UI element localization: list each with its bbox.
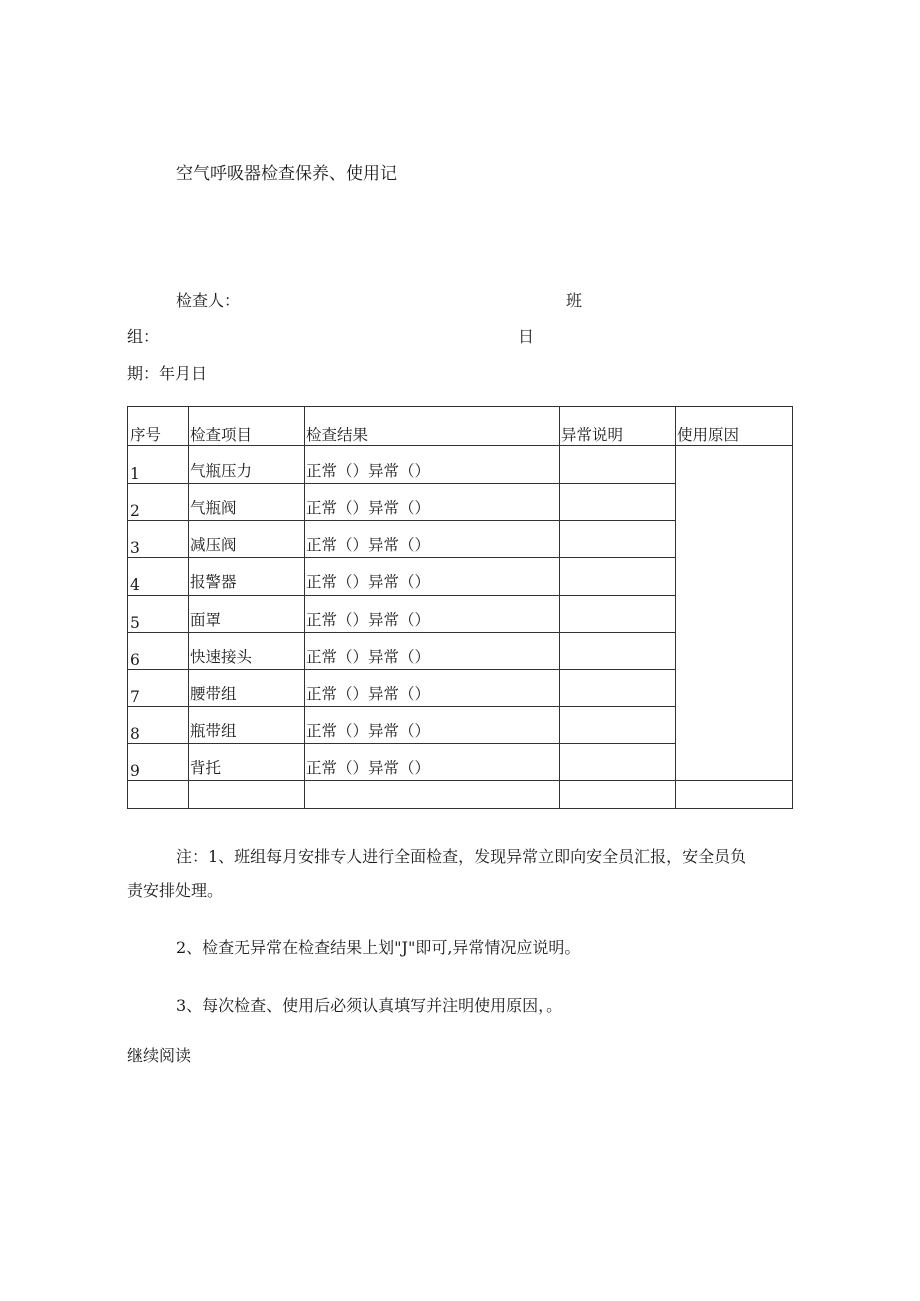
row-result: 正常（）异常（） (306, 611, 431, 629)
column-divider (188, 407, 189, 808)
row-result: 正常（）异常（） (306, 536, 431, 554)
row-result: 正常（）异常（） (306, 499, 431, 517)
row-divider (128, 595, 675, 596)
row-divider (128, 669, 675, 670)
row-divider (128, 445, 792, 446)
column-divider (304, 407, 305, 808)
continue-reading-link[interactable]: 继续阅读 (127, 1046, 192, 1065)
note-2: 2、检查无异常在检查结果上划"J"即可,异常情况应说明。 (176, 938, 581, 957)
note-1-line-2: 责安排处理。 (127, 881, 224, 900)
row-result: 正常（）异常（） (306, 722, 431, 740)
row-no: 4 (130, 576, 140, 594)
inspection-table (127, 406, 793, 809)
team-label-part2: 组： (127, 327, 160, 346)
team-label-part1: 班 (566, 291, 583, 310)
row-item: 背托 (190, 759, 222, 777)
document-title: 空气呼吸器检查保养、使用记 (176, 164, 397, 184)
row-result: 正常（）异常（） (306, 648, 431, 666)
row-no: 8 (130, 725, 140, 743)
row-no: 6 (130, 651, 140, 669)
row-item: 报警器 (190, 573, 237, 591)
row-item: 瓶带组 (190, 722, 237, 740)
row-no: 1 (130, 465, 140, 483)
row-item: 腰带组 (190, 685, 237, 703)
row-item: 减压阀 (190, 536, 237, 554)
row-divider (128, 520, 675, 521)
row-result: 正常（）异常（） (306, 685, 431, 703)
date-label-part1: 日 (518, 327, 535, 346)
row-divider (128, 706, 675, 707)
col-header-item: 检查项目 (190, 426, 253, 444)
row-no: 3 (130, 539, 140, 557)
col-header-abnormal-note: 异常说明 (561, 426, 624, 444)
row-divider (128, 780, 792, 781)
inspector-label: 检查人： (176, 291, 241, 310)
col-header-usage-reason: 使用原因 (677, 426, 740, 444)
row-divider (128, 483, 675, 484)
row-no: 7 (130, 688, 140, 706)
row-divider (128, 557, 675, 558)
column-divider (559, 407, 560, 808)
row-no: 2 (130, 502, 140, 520)
note-1-line-1: 注：1、班组每月安排专人进行全面检查，发现异常立即向安全员汇报，安全员负 (176, 847, 747, 866)
row-no: 9 (130, 762, 140, 780)
row-result: 正常（）异常（） (306, 759, 431, 777)
date-label-part2: 期：年月日 (127, 364, 208, 383)
row-no: 5 (130, 614, 140, 632)
row-result: 正常（）异常（） (306, 573, 431, 591)
row-item: 气瓶压力 (190, 462, 253, 480)
row-item: 面罩 (190, 611, 222, 629)
row-divider (128, 632, 675, 633)
col-header-no: 序号 (130, 426, 162, 444)
row-result: 正常（）异常（） (306, 462, 431, 480)
row-item: 快速接头 (190, 648, 253, 666)
note-3: 3、每次检查、使用后必须认真填写并注明使用原因，。 (176, 996, 563, 1015)
row-divider (128, 743, 675, 744)
col-header-result: 检查结果 (306, 426, 369, 444)
row-item: 气瓶阀 (190, 499, 237, 517)
column-divider (675, 407, 676, 808)
